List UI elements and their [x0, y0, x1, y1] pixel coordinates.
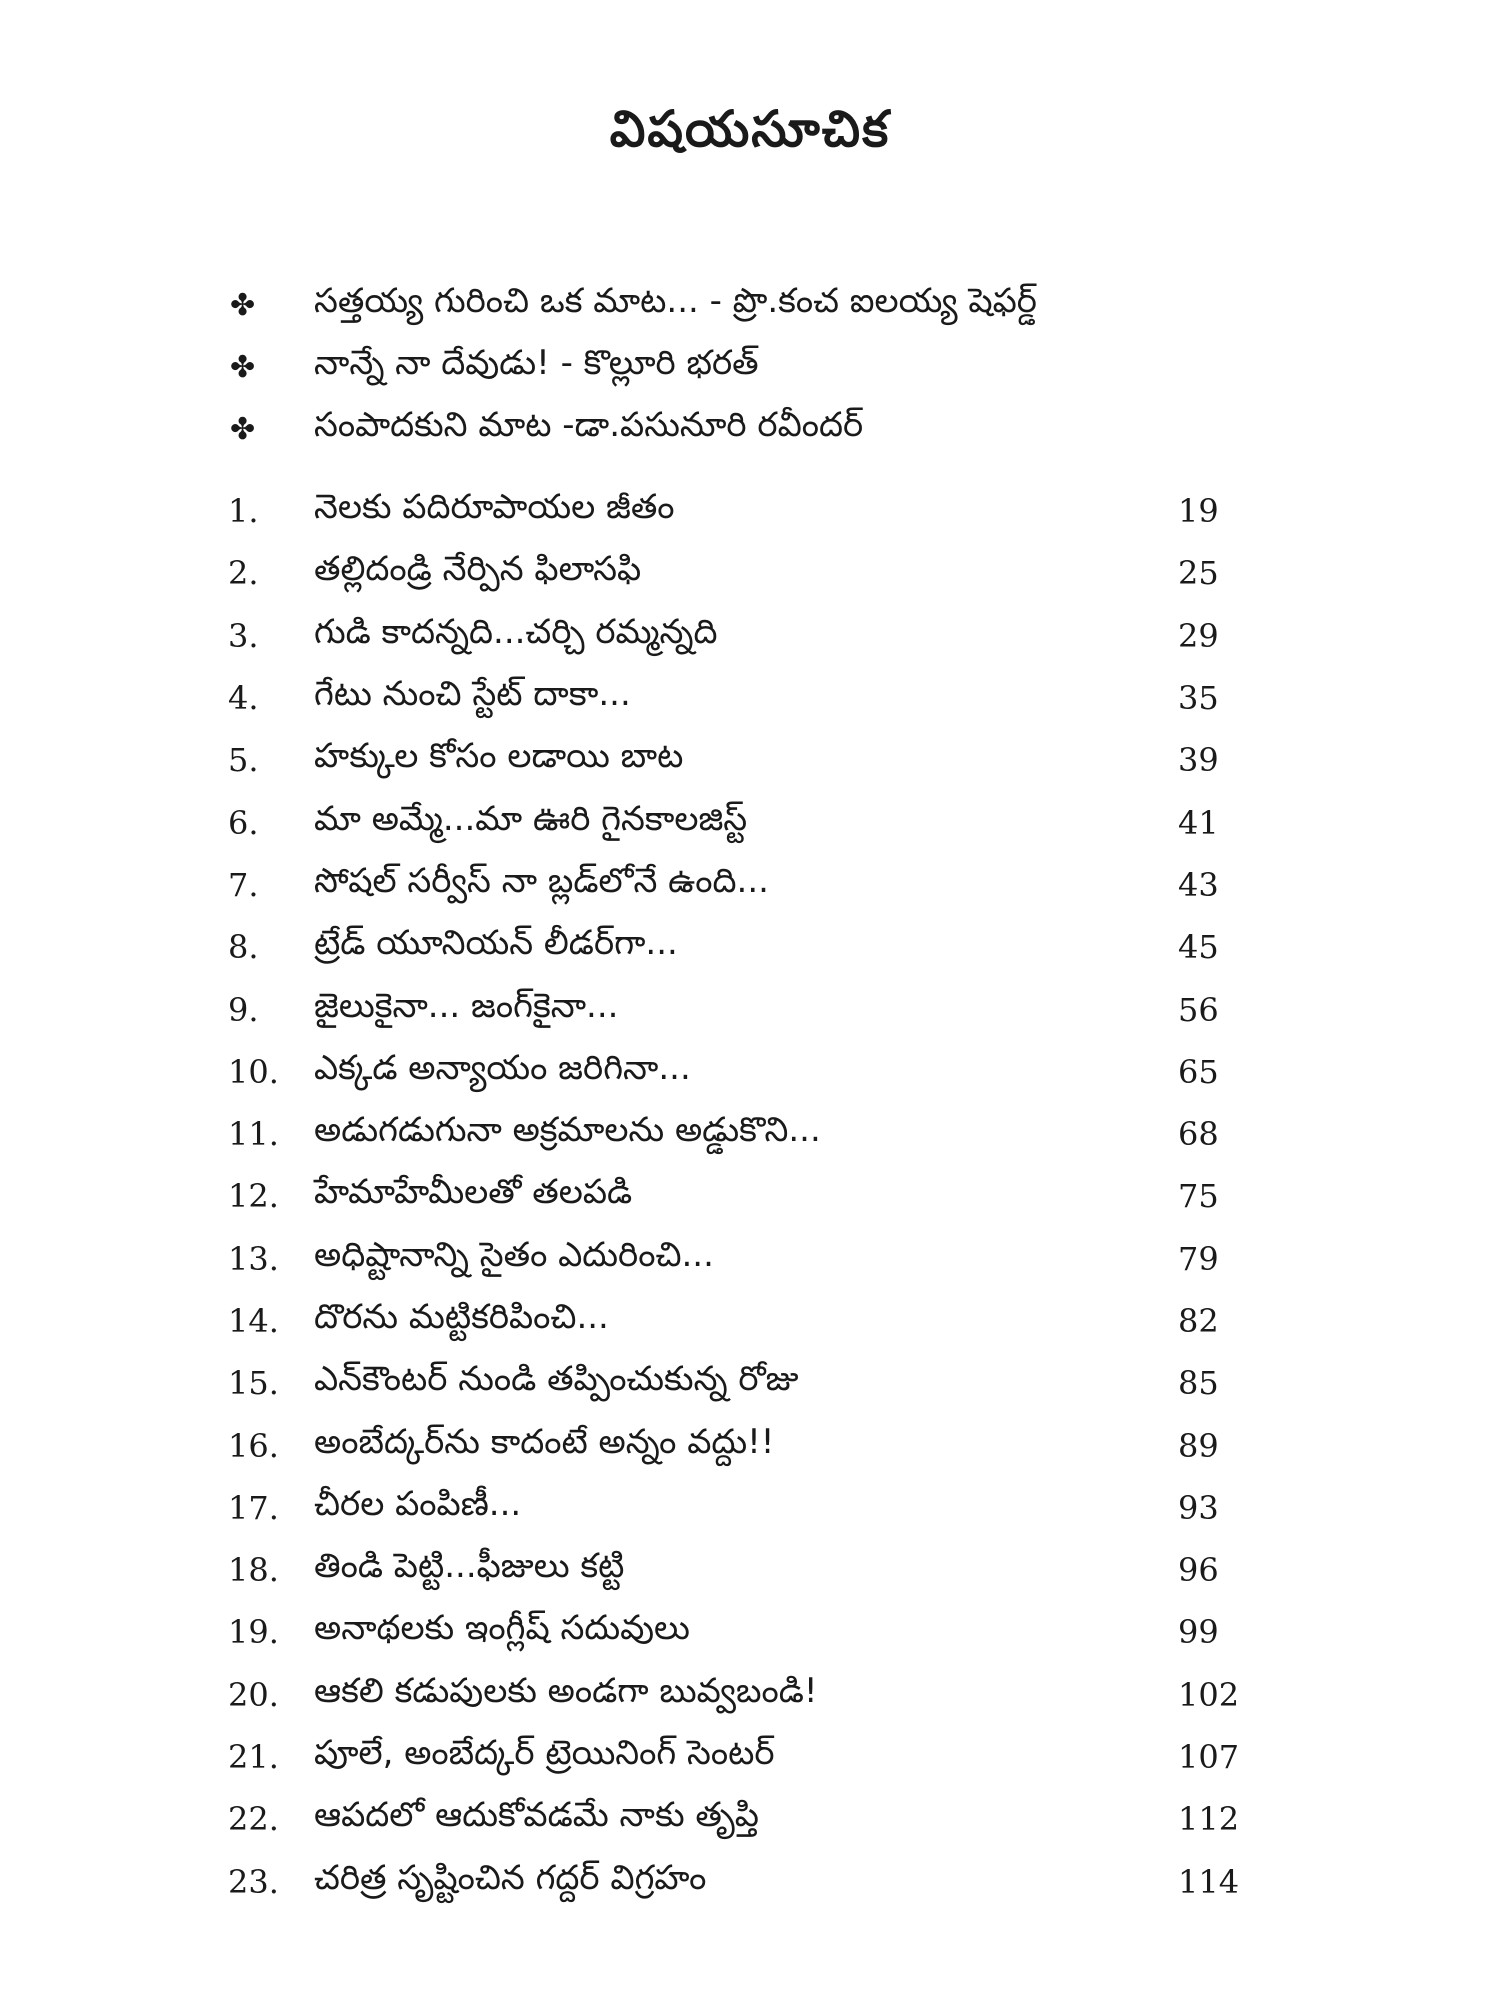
- chapter-number: 15.: [228, 1364, 279, 1403]
- toc-entry: [228, 854, 1288, 916]
- table-of-contents: [228, 480, 1288, 1913]
- chapter-number: 6.: [228, 803, 259, 842]
- chapter-number: 2.: [228, 554, 259, 593]
- page-number: 99: [1178, 1613, 1219, 1652]
- page-number: 56: [1178, 990, 1219, 1029]
- page-number: 43: [1178, 865, 1219, 904]
- page-number: 85: [1178, 1364, 1219, 1403]
- chapter-title: హేమాహేమీలతో తలపడి: [314, 1172, 633, 1213]
- toc-entry: [228, 916, 1288, 978]
- chapter-number: 23.: [228, 1862, 279, 1901]
- chapter-number: 9.: [228, 990, 259, 1029]
- chapter-title: అడుగడుగునా అక్రమాలను అడ్డుకొని...: [314, 1110, 821, 1151]
- chapter-title: చరిత్ర సృష్టించిన గద్దర్ విగ్రహం: [314, 1857, 707, 1898]
- page-number: 82: [1178, 1302, 1219, 1340]
- chapter-title: హక్కుల కోసం లడాయి బాట: [314, 736, 684, 777]
- chapter-number: 12.: [228, 1177, 279, 1216]
- toc-entry: [228, 978, 1288, 1040]
- toc-entry: [228, 1352, 1288, 1414]
- toc-entry: [228, 1290, 1288, 1352]
- page-number: 79: [1178, 1239, 1219, 1278]
- page-number: 89: [1178, 1426, 1219, 1465]
- chapter-title: గేటు నుంచి స్టేట్ దాకా...: [314, 674, 631, 715]
- page-number: 96: [1178, 1551, 1219, 1590]
- toc-entry: [228, 1477, 1288, 1539]
- chapter-number: 11.: [228, 1115, 279, 1154]
- front-matter-item: [230, 398, 1230, 460]
- front-matter-item: [230, 336, 1230, 398]
- page-number: 45: [1178, 928, 1219, 967]
- chapter-number: 5.: [228, 741, 259, 780]
- toc-entry: [228, 1851, 1288, 1913]
- chapter-number: 19.: [228, 1613, 279, 1652]
- page-number: 65: [1178, 1052, 1219, 1091]
- toc-entry: [228, 791, 1288, 853]
- front-matter-list: [230, 274, 1230, 460]
- chapter-title: ఎక్కడ అన్యాయం జరిగినా...: [314, 1047, 691, 1088]
- page-title: విషయసూచిక: [609, 100, 891, 158]
- chapter-title: నెలకు పదిరూపాయల జీతం: [314, 487, 675, 528]
- page-number: 112: [1178, 1800, 1240, 1839]
- flower-bullet-icon: ✤: [230, 411, 256, 447]
- front-matter-text: సత్తయ్య గురించి ఒక మాట... - ప్రొ.కంచ ఐలయ్య షెఫర్డ్: [314, 281, 1037, 321]
- chapter-title: ఆకలి కడుపులకు అండగా బువ్వబండి!: [314, 1670, 818, 1711]
- toc-entry: [228, 729, 1288, 791]
- page-number: 93: [1178, 1488, 1219, 1527]
- chapter-number: 17.: [228, 1488, 279, 1527]
- chapter-title: అంబేద్కర్‌ను కాదంటే అన్నం వద్దు!!: [314, 1421, 775, 1462]
- chapter-number: 4.: [228, 679, 259, 718]
- page-number: 75: [1178, 1177, 1219, 1216]
- toc-entry: [228, 667, 1288, 729]
- toc-entry: [228, 1726, 1288, 1788]
- chapter-title: దొరను మట్టికరిపించి...: [314, 1297, 609, 1337]
- toc-entry: [228, 1165, 1288, 1227]
- front-matter-text: సంపాదకుని మాట -డా.పసునూరి రవీందర్: [314, 405, 864, 445]
- page-number: 114: [1178, 1862, 1240, 1901]
- page-number: 107: [1178, 1738, 1240, 1777]
- page-number: 102: [1178, 1675, 1240, 1714]
- chapter-title: గుడి కాదన్నది...చర్చి రమ్మన్నది: [314, 611, 718, 652]
- page-number: 19: [1178, 492, 1219, 531]
- chapter-title: మా అమ్మే...మా ఊరి గైనకాలజిస్ట్: [314, 798, 748, 839]
- toc-entry: [228, 1788, 1288, 1850]
- toc-entry: [228, 1539, 1288, 1601]
- chapter-number: 16.: [228, 1426, 279, 1465]
- chapter-number: 1.: [228, 492, 259, 531]
- flower-bullet-icon: ✤: [230, 287, 256, 323]
- chapter-number: 21.: [228, 1738, 279, 1777]
- chapter-title: అధిష్టానాన్ని సైతం ఎదురించి...: [314, 1234, 714, 1275]
- chapter-title: జైలుకైనా... జంగ్‌కైనా...: [314, 985, 619, 1026]
- chapter-title: తిండి పెట్టి...ఫీజులు కట్టి: [314, 1546, 625, 1587]
- chapter-number: 14.: [228, 1302, 279, 1340]
- toc-entry: [228, 605, 1288, 667]
- chapter-number: 3.: [228, 616, 259, 655]
- toc-entry: [228, 542, 1288, 604]
- chapter-number: 22.: [228, 1800, 279, 1839]
- page-number: 35: [1178, 679, 1219, 718]
- chapter-title: ఆపదలో ఆదుకోవడమే నాకు తృప్తి: [314, 1795, 759, 1836]
- toc-entry: [228, 480, 1288, 542]
- chapter-title: సోషల్ సర్వీస్ నా బ్లడ్‌లోనే ఉంది...: [314, 860, 769, 901]
- chapter-title: చీరల పంపిణీ...: [314, 1483, 522, 1524]
- chapter-title: అనాథలకు ఇంగ్లీష్ సదువులు: [314, 1608, 690, 1649]
- page-number: 25: [1178, 554, 1219, 593]
- page-number: 41: [1178, 803, 1219, 842]
- chapter-number: 10.: [228, 1052, 279, 1091]
- toc-entry: [228, 1103, 1288, 1165]
- chapter-number: 8.: [228, 928, 259, 967]
- page-number: 68: [1178, 1115, 1219, 1154]
- front-matter-item: [230, 274, 1230, 336]
- chapter-number: 7.: [228, 865, 259, 904]
- chapter-number: 20.: [228, 1675, 279, 1714]
- chapter-title: ఎన్‌కౌంటర్ నుండి తప్పించుకున్న రోజు: [314, 1359, 799, 1400]
- toc-entry: [228, 1414, 1288, 1476]
- chapter-title: ట్రేడ్ యూనియన్ లీడర్‌గా...: [314, 923, 678, 964]
- chapter-title: పూలే, అంబేద్కర్ ట్రెయినింగ్ సెంటర్: [314, 1733, 775, 1774]
- chapter-title: తల్లిదండ్రి నేర్పిన ఫిలాసఫి: [314, 549, 642, 590]
- flower-bullet-icon: ✤: [230, 349, 256, 385]
- toc-entry: [228, 1664, 1288, 1726]
- toc-entry: [228, 1228, 1288, 1290]
- chapter-number: 18.: [228, 1551, 279, 1590]
- page-number: 39: [1178, 741, 1219, 780]
- toc-entry: [228, 1601, 1288, 1663]
- front-matter-text: నాన్నే నా దేవుడు! - కొల్లూరి భరత్: [314, 343, 759, 383]
- toc-entry: [228, 1041, 1288, 1103]
- page-number: 29: [1178, 616, 1219, 655]
- chapter-number: 13.: [228, 1239, 279, 1278]
